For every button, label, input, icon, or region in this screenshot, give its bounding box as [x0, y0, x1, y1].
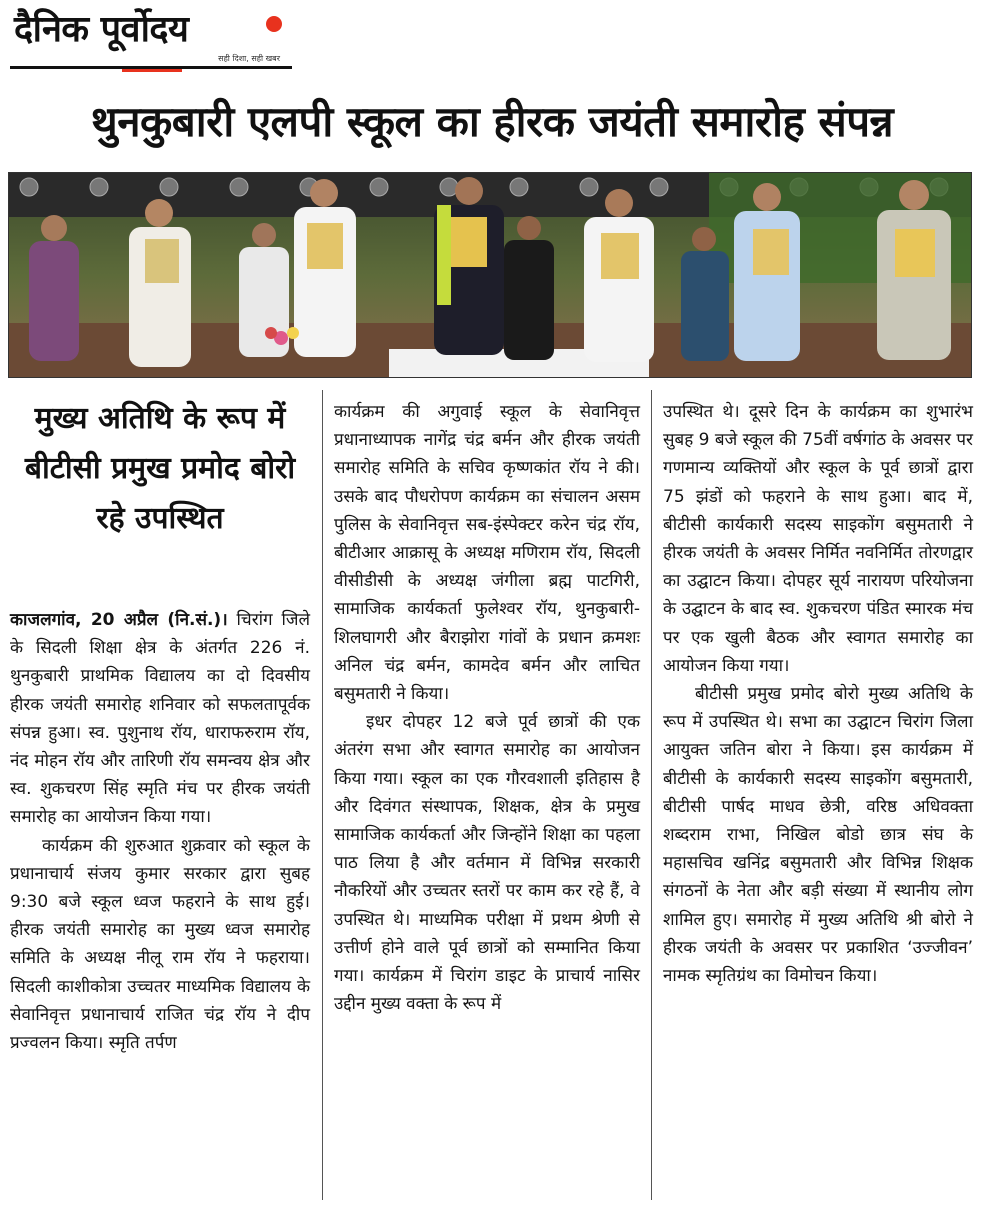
masthead-accent-rule	[122, 69, 182, 72]
article-column-1	[10, 606, 310, 1057]
article-paragraph: चिरांग जिले के सिदली शिक्षा क्षेत्र के अंतर्गत 226 नं. थुनकुबारी प्राथमिक विद्यालय का दो दिवसीय हीरक जयंती समारोह शनिवार को सफलतापूर्वक संपन्न हुआ। स्व. पुशुनाथ रॉय, धाराफरुराम रॉय, नंद मोहन रॉय और तारिणी रॉय समन्वय क्षेत्र और स्व. शुकचरण सिंह स्मृति मंच पर हीरक जयंती समारोह का आयोजन किया गया।	[10, 610, 311, 828]
article-paragraph: कार्यक्रम की अगुवाई स्कूल के सेवानिवृत्त प्रधानाध्यापक नागेंद्र चंद्र बर्मन और हीरक जयंती समारोह समिति के सचिव कृष्णकांत रॉय ने की। उसके बाद पौधरोपण कार्यक्रम का संचालन असम पुलिस के सेवानिवृत्त सब-इंस्पेक्टर करेन चंद्र रॉय, बीटीआर आक्रासू के अध्यक्ष मणिराम रॉय, सिदली वीसीडीसी के अध्यक्ष जंगीला ब्रह्म पाटगिरी, सामाजिक कार्यकर्ता फुलेश्वर रॉय, थुनकुबारी-शिलघागरी और बैराझोरा गांवों के प्रधान क्रमशः अनिल चंद्र बर्मन, कामदेव बर्मन और लाचित बसुमतारी ने किया।	[334, 402, 640, 705]
column-divider	[322, 390, 323, 1200]
article-paragraph: उपस्थित थे। दूसरे दिन के कार्यक्रम का शुभारंभ सुबह 9 बजे स्कूल की 75वीं वर्षगांठ के अवसर पर गणमान्य व्यक्तियों और स्कूल के पूर्व छात्रों द्वारा 75 झंडों को फहराने के साथ हुआ। बाद में, बीटीसी कार्यकारी सदस्य साइकोंग बसुमतारी ने हीरक जयंती के अवसर निर्मित नवनिर्मित तोरणद्वार का उद्घाटन किया। दोपहर सूर्य नारायण परियोजना के उद्घाटन के बाद स्व. शुकचरण पंडित स्मारक मंच पर एक खुली बैठक और स्वागत समारोह का आयोजन किया गया।	[663, 402, 973, 676]
dateline: काजलगांव, 20 अप्रैल (नि.सं.)।	[10, 610, 228, 630]
photo-illustration	[9, 173, 971, 377]
event-stage-photo	[8, 172, 972, 378]
article-column-3	[663, 398, 973, 990]
article-paragraph: बीटीसी प्रमुख प्रमोद बोरो मुख्य अतिथि के रूप में उपस्थित थे। सभा का उद्घाटन चिरांग जिला आयुक्त जतिन बोरा ने किया। इस कार्यक्रम में बीटीसी के कार्यकारी सदस्य साइकोंग बसुमतारी, बीटीसी पार्षद माधव छेत्री, वरिष्ठ अधिवक्ता शब्दराम राभा, निखिल बोडो छात्र संघ के महासचिव खनिंद्र बसुमतारी और विभिन्न शिक्षक संगठनों के नेता और बड़ी संख्या में स्थानीय लोग शामिल हुए। समारोह में मुख्य अतिथि श्री बोरो ने हीरक जयंती के अवसर पर प्रकाशित ‘उज्जीवन’ नामक स्मृतिग्रंथ का विमोचन किया।	[663, 684, 973, 987]
newspaper-name: दैनिक पूर्वोदय	[14, 9, 189, 50]
column-divider	[651, 390, 652, 1200]
article-paragraph: इधर दोपहर 12 बजे पूर्व छात्रों की एक अंतरंग सभा और स्वागत समारोह का आयोजन किया गया। स्कूल का एक गौरवशाली इतिहास है और दिवंगत संस्थापक, शिक्षक, क्षेत्र के प्रमुख सामाजिक कार्यकर्ता और जिन्होंने शिक्षा का पहला पाठ लिया है और वर्तमान में विभिन्न सरकारी नौकरियों और उच्चतर स्तरों पर काम कर रहे हैं, वे उपस्थित थे। माध्यमिक परीक्षा में प्रथम श्रेणी से उत्तीर्ण होने वाले पूर्व छात्रों को सम्मानित किया गया। कार्यक्रम में चिरांग डाइट के प्राचार्य नासिर उद्दीन मुख्य वक्ता के रूप में	[334, 712, 640, 1015]
article-column-2	[334, 398, 640, 1018]
newspaper-tagline: सही दिशा, सही खबर	[218, 54, 280, 63]
masthead	[10, 6, 292, 72]
headline: थुनकुबारी एलपी स्कूल का हीरक जयंती समारोह संपन्न	[90, 97, 894, 146]
article-paragraph: कार्यक्रम की शुरुआत शुक्रवार को स्कूल के प्रधानाचार्य संजय कुमार सरकार द्वारा सुबह 9:30 बजे स्कूल ध्वज फहराने के साथ हुई। हीरक जयंती समारोह का मुख्य ध्वज समारोह समिति के अध्यक्ष नीलू राम रॉय ने फहराया। सिदली काशीकोत्रा उच्चतर माध्यमिक विद्यालय के सेवानिवृत्त प्रधानाचार्य राजित चंद्र रॉय ने दीप प्रज्वलन किया। स्मृति तर्पण	[10, 835, 310, 1054]
logo-dot-icon	[266, 16, 282, 32]
subheadline: मुख्य अतिथि के रूप में बीटीसी प्रमुख प्रमोद बोरो रहे उपस्थित	[24, 401, 296, 536]
